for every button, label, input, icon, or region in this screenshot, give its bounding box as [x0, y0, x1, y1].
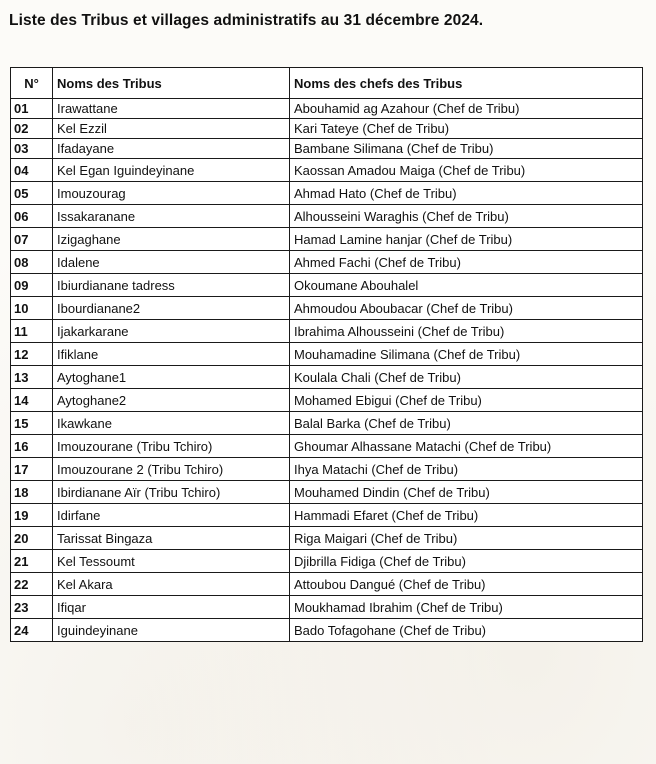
- table-row: [11, 119, 643, 139]
- tribe-name: Kel Ezzil: [53, 119, 290, 139]
- row-number: 09: [11, 274, 53, 297]
- table-row: [11, 99, 643, 119]
- chief-name: Hammadi Efaret (Chef de Tribu): [290, 504, 643, 527]
- chief-name: Kaossan Amadou Maiga (Chef de Tribu): [290, 159, 643, 182]
- table-row: [11, 573, 643, 596]
- tribe-name: Ibirdianane Aïr (Tribu Tchiro): [53, 481, 290, 504]
- chief-name: Ibrahima Alhousseini (Chef de Tribu): [290, 320, 643, 343]
- row-number: 20: [11, 527, 53, 550]
- table-row: [11, 274, 643, 297]
- table-row: [11, 527, 643, 550]
- row-number: 07: [11, 228, 53, 251]
- row-number: 18: [11, 481, 53, 504]
- page-title: Liste des Tribus et villages administratifs au 31 décembre 2024.: [9, 12, 484, 29]
- tribe-name: Irawattane: [53, 99, 290, 119]
- row-number: 21: [11, 550, 53, 573]
- tribe-name: Ijakarkarane: [53, 320, 290, 343]
- table-row: [11, 458, 643, 481]
- tribe-name: Issakaranane: [53, 205, 290, 228]
- header-number: N°: [11, 68, 53, 99]
- row-number: 01: [11, 99, 53, 119]
- row-number: 24: [11, 619, 53, 642]
- tribe-name: Aytoghane1: [53, 366, 290, 389]
- tribe-name: Kel Tessoumt: [53, 550, 290, 573]
- table-row: [11, 389, 643, 412]
- tribe-name: Tarissat Bingaza: [53, 527, 290, 550]
- table-row: [11, 550, 643, 573]
- table-row: [11, 596, 643, 619]
- tribe-name: Ifadayane: [53, 139, 290, 159]
- tribe-name: Imouzourag: [53, 182, 290, 205]
- tribe-name: Idalene: [53, 251, 290, 274]
- table-row: [11, 297, 643, 320]
- header-tribe-name: Noms des Tribus: [53, 68, 290, 99]
- table-row: [11, 619, 643, 642]
- chief-name: Attoubou Dangué (Chef de Tribu): [290, 573, 643, 596]
- chief-name: Koulala Chali (Chef de Tribu): [290, 366, 643, 389]
- tribe-name: Izigaghane: [53, 228, 290, 251]
- table-row: [11, 343, 643, 366]
- row-number: 08: [11, 251, 53, 274]
- row-number: 15: [11, 412, 53, 435]
- chief-name: Bado Tofagohane (Chef de Tribu): [290, 619, 643, 642]
- chief-name: Mohamed Ebigui (Chef de Tribu): [290, 389, 643, 412]
- tribe-name: Ifiklane: [53, 343, 290, 366]
- chief-name: Balal Barka (Chef de Tribu): [290, 412, 643, 435]
- row-number: 04: [11, 159, 53, 182]
- row-number: 02: [11, 119, 53, 139]
- chief-name: Abouhamid ag Azahour (Chef de Tribu): [290, 99, 643, 119]
- row-number: 17: [11, 458, 53, 481]
- row-number: 22: [11, 573, 53, 596]
- table-row: [11, 412, 643, 435]
- tribe-name: Imouzourane 2 (Tribu Tchiro): [53, 458, 290, 481]
- table-row: [11, 366, 643, 389]
- chief-name: Bambane Silimana (Chef de Tribu): [290, 139, 643, 159]
- chief-name: Ghoumar Alhassane Matachi (Chef de Tribu): [290, 435, 643, 458]
- table-row: [11, 205, 643, 228]
- row-number: 05: [11, 182, 53, 205]
- table-row: [11, 481, 643, 504]
- row-number: 10: [11, 297, 53, 320]
- chief-name: Moukhamad Ibrahim (Chef de Tribu): [290, 596, 643, 619]
- row-number: 23: [11, 596, 53, 619]
- chief-name: Ahmad Hato (Chef de Tribu): [290, 182, 643, 205]
- chief-name: Ahmed Fachi (Chef de Tribu): [290, 251, 643, 274]
- tribe-name: Kel Egan Iguindeyinane: [53, 159, 290, 182]
- row-number: 19: [11, 504, 53, 527]
- table-row: [11, 320, 643, 343]
- table-body: [11, 99, 643, 642]
- header-chief-name: Noms des chefs des Tribus: [290, 68, 643, 99]
- tribe-name: Ibourdianane2: [53, 297, 290, 320]
- table-row: [11, 251, 643, 274]
- row-number: 03: [11, 139, 53, 159]
- chief-name: Alhousseini Waraghis (Chef de Tribu): [290, 205, 643, 228]
- row-number: 16: [11, 435, 53, 458]
- chief-name: Riga Maigari (Chef de Tribu): [290, 527, 643, 550]
- row-number: 14: [11, 389, 53, 412]
- row-number: 13: [11, 366, 53, 389]
- chief-name: Kari Tateye (Chef de Tribu): [290, 119, 643, 139]
- tribe-name: Idirfane: [53, 504, 290, 527]
- table-row: [11, 139, 643, 159]
- table-row: [11, 228, 643, 251]
- chief-name: Ihya Matachi (Chef de Tribu): [290, 458, 643, 481]
- row-number: 11: [11, 320, 53, 343]
- tribes-table: [10, 67, 643, 642]
- table-row: [11, 504, 643, 527]
- tribe-name: Imouzourane (Tribu Tchiro): [53, 435, 290, 458]
- table-row: [11, 182, 643, 205]
- chief-name: Mouhamed Dindin (Chef de Tribu): [290, 481, 643, 504]
- chief-name: Hamad Lamine hanjar (Chef de Tribu): [290, 228, 643, 251]
- tribe-name: Kel Akara: [53, 573, 290, 596]
- tribe-name: Ibiurdianane tadress: [53, 274, 290, 297]
- chief-name: Okoumane Abouhalel: [290, 274, 643, 297]
- row-number: 12: [11, 343, 53, 366]
- tribe-name: Iguindeyinane: [53, 619, 290, 642]
- chief-name: Ahmoudou Aboubacar (Chef de Tribu): [290, 297, 643, 320]
- tribe-name: Aytoghane2: [53, 389, 290, 412]
- chief-name: Djibrilla Fidiga (Chef de Tribu): [290, 550, 643, 573]
- chief-name: Mouhamadine Silimana (Chef de Tribu): [290, 343, 643, 366]
- tribe-name: Ifiqar: [53, 596, 290, 619]
- table-row: [11, 435, 643, 458]
- row-number: 06: [11, 205, 53, 228]
- table-row: [11, 159, 643, 182]
- tribe-name: Ikawkane: [53, 412, 290, 435]
- table-header-row: [11, 68, 643, 99]
